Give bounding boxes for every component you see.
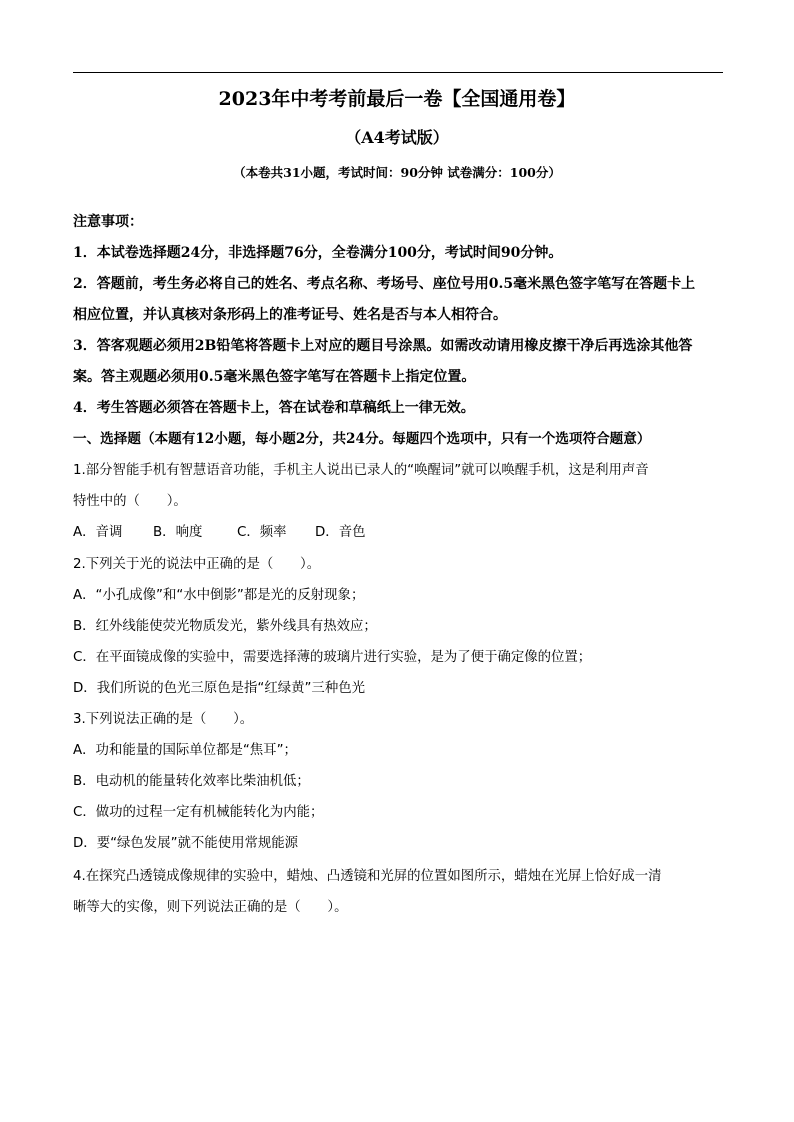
question-2-option-d: D．我们所说的色光三原色是指“红绿黄”三种色光 [73,681,365,696]
question-2-option-c: C．在平面镜成像的实验中，需要选择薄的玻璃片进行实验，是为了便于确定像的位置； [73,650,592,665]
note-line: 相应位置，并认真核对条形码上的准考证号、姓名是否与本人相符合。 [73,307,507,323]
question-2-stem: 2.下列关于光的说法中正确的是（ ）。 [73,557,321,572]
question-1-stem: 1.部分智能手机有智慧语音功能，手机主人说出已录人的“唤醒词”就可以唤醒手机，这是利用声音 [73,463,649,478]
question-1-options [73,523,365,543]
question-3-stem: 3.下列说法正确的是（ ）。 [73,712,254,727]
question-4-stem: 4.在探究凸透镜成像规律的实验中，蜡烛、凸透镜和光屏的位置如图所示，蜡烛在光屏上恰好成一清 [73,869,662,884]
option-b: B．响度 [153,525,203,540]
option-a: A．音调 [73,525,123,540]
exam-meta: （本卷共31小题，考试时间：90分钟 试卷满分：100分） [233,165,561,180]
page-title: 2023年中考考前最后一卷【全国通用卷】 [218,88,576,110]
option-c: C．频率 [237,525,287,540]
notes-heading: 注意事项： [73,214,143,230]
question-3-option-d: D．要“绿色发展”就不能使用常规能源 [73,836,299,851]
note-line: 4．考生答题必须答在答题卡上，答在试卷和草稿纸上一律无效。 [73,400,475,416]
question-2-option-a: A．“小孔成像”和“水中倒影”都是光的反射现象； [73,588,365,603]
note-line: 案。答主观题必须用0.5毫米黑色签字笔写在答题卡上指定位置。 [73,369,476,385]
note-line: 2．答题前，考生务必将自己的姓名、考点名称、考场号、座位号用0.5毫米黑色签字笔写在答题卡上 [73,276,696,292]
question-3-option-b: B．电动机的能量转化效率比柴油机低； [73,774,310,789]
section-heading: 一、选择题（本题有12小题，每小题2分，共24分。每题四个选项中，只有一个选项符合题意） [73,431,651,447]
question-3-option-a: A．功和能量的国际单位都是“焦耳”； [73,743,297,758]
question-4-stem-cont: 晰等大的实像，则下列说法正确的是（ ）。 [73,900,348,915]
note-line: 3．答客观题必须用2B铅笔将答题卡上对应的题目号涂黑。如需改动请用橡皮擦干净后再选涂其他答 [73,338,693,354]
question-3-option-c: C．做功的过程一定有机械能转化为内能； [73,805,324,820]
note-line: 1．本试卷选择题24分，非选择题76分，全卷满分100分，考试时间90分钟。 [73,245,563,261]
page-subtitle: （A4考试版） [345,128,449,147]
header-rule [73,72,723,73]
question-2-option-b: B．红外线能使荧光物质发光，紫外线具有热效应； [73,619,377,634]
option-d: D．音色 [315,525,366,540]
question-1-stem-cont: 特性中的（ ）。 [73,494,187,509]
